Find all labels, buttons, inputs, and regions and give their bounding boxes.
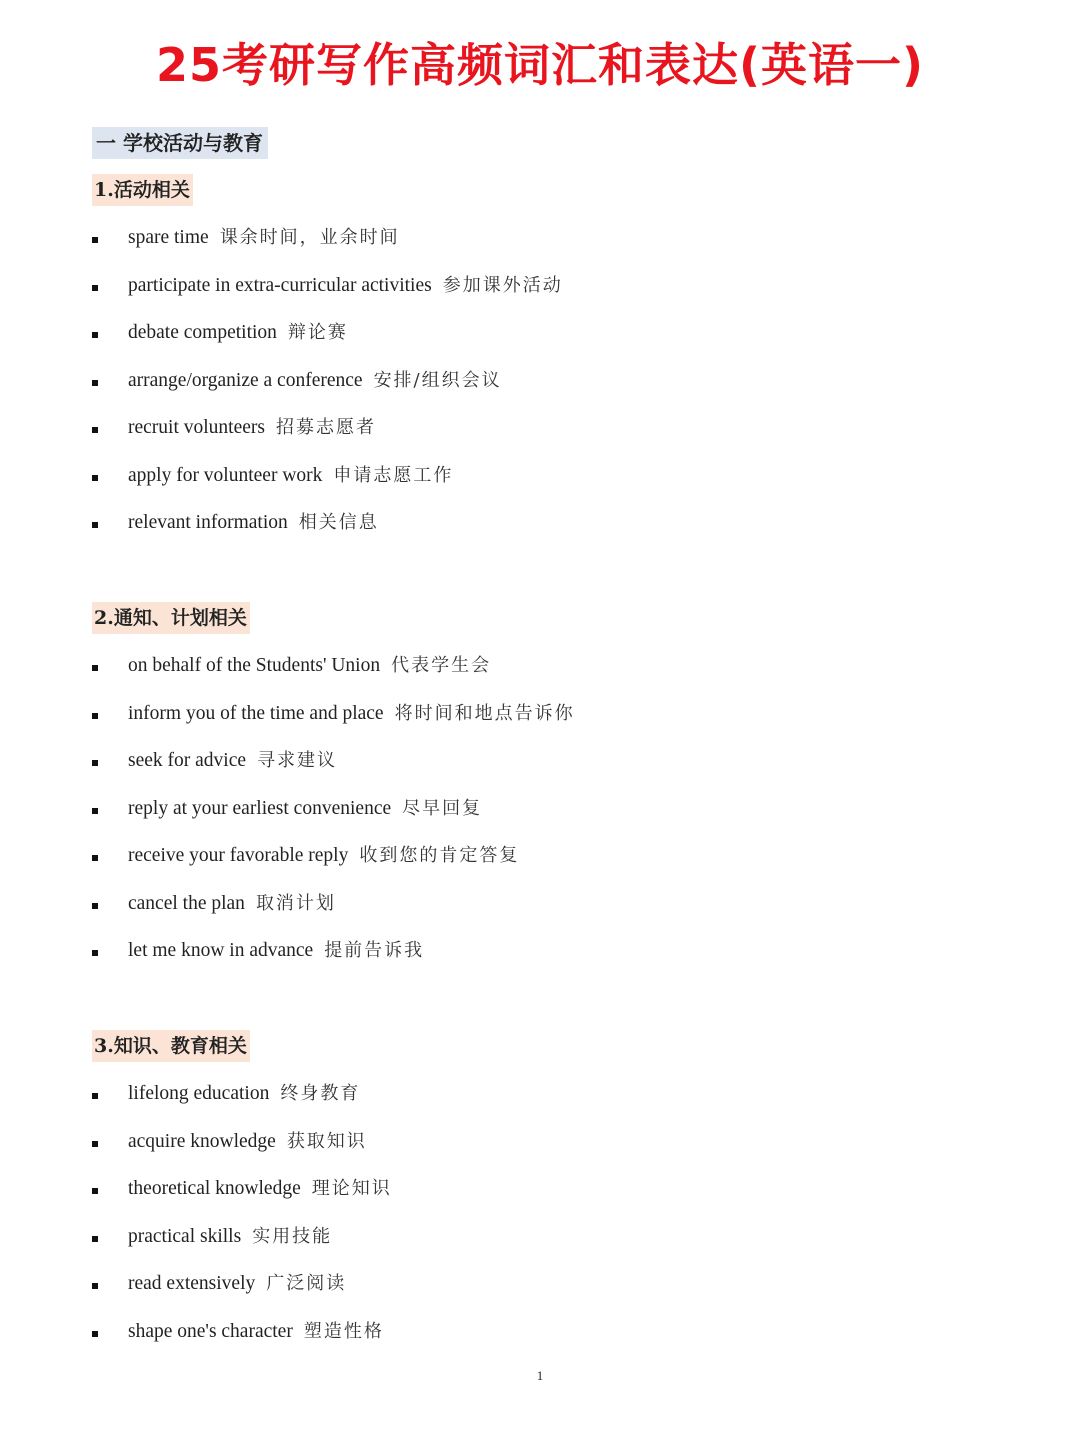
chinese-translation: 寻求建议 [257, 750, 338, 771]
vocab-entry [92, 888, 575, 936]
square-bullet-icon [92, 380, 98, 386]
english-term: acquire knowledge [128, 1130, 276, 1152]
english-term: cancel the plan [128, 892, 245, 914]
english-term: receive your favorable reply [128, 845, 349, 866]
square-bullet-icon [92, 475, 98, 481]
english-term: apply for volunteer work [128, 464, 323, 486]
chinese-translation: 广泛阅读 [266, 1273, 347, 1294]
chinese-translation: 将时间和地点告诉你 [394, 702, 575, 724]
vocab-entry [92, 1268, 392, 1316]
square-bullet-icon [92, 237, 98, 243]
chinese-translation: 参加课外活动 [442, 274, 563, 296]
chinese-translation: 获取知识 [286, 1130, 367, 1152]
chinese-translation: 尽早回复 [402, 797, 483, 819]
square-bullet-icon [92, 332, 98, 338]
page-number: 1 [536, 1368, 544, 1383]
chinese-translation: 申请志愿工作 [333, 464, 454, 486]
square-bullet-icon [92, 1093, 98, 1099]
vocab-entry [92, 270, 563, 318]
vocab-entry [92, 935, 575, 983]
english-term: let me know in advance [128, 940, 314, 961]
chinese-translation: 课余时间，业余时间 [219, 227, 400, 248]
square-bullet-icon [92, 713, 98, 719]
english-term: theoretical knowledge [128, 1178, 301, 1199]
english-term: on behalf of the Students' Union [128, 655, 381, 676]
vocab-entry [92, 793, 575, 841]
vocab-list-activities [92, 222, 563, 555]
vocab-list-notices-plans [92, 650, 575, 983]
document-title: 25考研写作高频词汇和表达(英语一) [155, 38, 925, 92]
vocab-entry [92, 412, 563, 460]
chinese-translation: 收到您的肯定答复 [359, 845, 520, 866]
vocab-entry [92, 317, 563, 365]
vocab-entry [92, 840, 575, 888]
square-bullet-icon [92, 665, 98, 671]
square-bullet-icon [92, 1236, 98, 1242]
vocab-entry [92, 698, 575, 746]
english-term: shape one's character [128, 1320, 293, 1342]
english-term: arrange/organize a conference [128, 369, 363, 391]
chinese-translation: 塑造性格 [303, 1320, 384, 1342]
vocab-entry [92, 460, 563, 508]
vocab-entry [92, 650, 575, 698]
square-bullet-icon [92, 903, 98, 909]
chinese-translation: 辩论赛 [287, 322, 348, 343]
vocab-entry [92, 365, 563, 413]
chinese-translation: 终身教育 [280, 1083, 361, 1104]
chinese-translation: 相关信息 [298, 512, 379, 533]
square-bullet-icon [92, 760, 98, 766]
english-term: lifelong education [128, 1083, 270, 1104]
english-term: debate competition [128, 322, 277, 343]
square-bullet-icon [92, 808, 98, 814]
vocab-entry [92, 507, 563, 555]
english-term: recruit volunteers [128, 417, 265, 438]
chinese-translation: 代表学生会 [391, 655, 492, 676]
english-term: practical skills [128, 1225, 242, 1247]
vocab-entry [92, 1078, 392, 1126]
english-term: seek for advice [128, 750, 247, 771]
square-bullet-icon [92, 427, 98, 433]
square-bullet-icon [92, 950, 98, 956]
vocab-entry [92, 1221, 392, 1269]
vocab-list-knowledge-education [92, 1078, 392, 1363]
chinese-translation: 安排/组织会议 [373, 369, 502, 391]
square-bullet-icon [92, 1331, 98, 1337]
square-bullet-icon [92, 1283, 98, 1289]
square-bullet-icon [92, 1188, 98, 1194]
section-heading: 一 学校活动与教育 [92, 127, 268, 159]
chinese-translation: 提前告诉我 [324, 940, 425, 961]
chinese-translation: 取消计划 [255, 892, 336, 914]
vocab-entry [92, 1126, 392, 1174]
vocab-entry [92, 222, 563, 270]
subheading-activities: 1.活动相关 [92, 174, 193, 206]
english-term: participate in extra-curricular activities [128, 274, 432, 296]
english-term: reply at your earliest convenience [128, 797, 392, 819]
vocab-entry [92, 745, 575, 793]
square-bullet-icon [92, 522, 98, 528]
vocab-entry [92, 1316, 392, 1364]
chinese-translation: 理论知识 [311, 1178, 392, 1199]
chinese-translation: 实用技能 [252, 1225, 333, 1247]
english-term: inform you of the time and place [128, 702, 384, 724]
english-term: spare time [128, 227, 209, 248]
subheading-knowledge-education: 3.知识、教育相关 [92, 1030, 250, 1062]
subheading-notices-plans: 2.通知、计划相关 [92, 602, 250, 634]
square-bullet-icon [92, 1141, 98, 1147]
vocab-entry [92, 1173, 392, 1221]
chinese-translation: 招募志愿者 [276, 417, 376, 438]
english-term: read extensively [128, 1273, 256, 1294]
english-term: relevant information [128, 512, 288, 533]
square-bullet-icon [92, 285, 98, 291]
square-bullet-icon [92, 855, 98, 861]
